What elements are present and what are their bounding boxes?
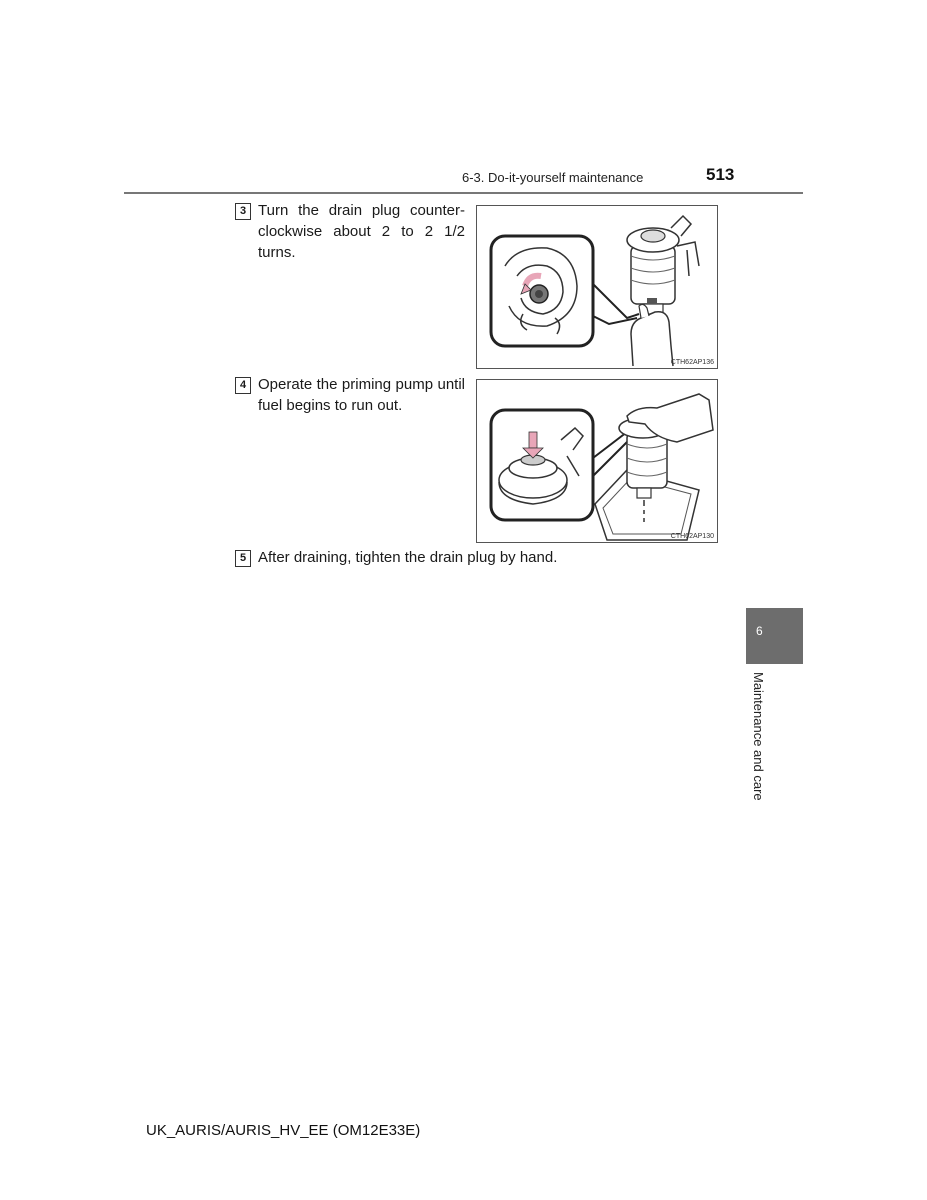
figure-code: CTH62AP130 [670,533,714,540]
step-number-badge: 5 [235,550,251,567]
priming-pump-drawing [477,380,717,542]
priming-pump-illustration [476,379,718,543]
step-4 [235,374,465,416]
drain-plug-drawing [477,206,717,368]
step-text: Turn the drain plug counter-clockwise about 2 to 2 1/2 turns. [258,202,465,261]
step-3 [235,200,465,263]
step-number-badge: 4 [235,377,251,394]
page-number: 513 [706,165,735,184]
drain-plug-illustration [476,205,718,369]
step-text: After draining, tighten the drain plug by hand. [258,549,558,566]
footer-doc-id: UK_AURIS/AURIS_HV_EE (OM12E33E) [146,1122,421,1139]
header-divider [124,192,803,194]
chapter-title: Maintenance and care [751,672,766,801]
chapter-tab [746,608,803,664]
section-title: 6-3. Do-it-yourself maintenance [462,170,644,185]
step-5 [235,547,635,568]
step-text: Operate the priming pump until fuel begins to run out. [258,376,465,414]
chapter-number: 6 [756,624,763,638]
step-number-badge: 3 [235,203,251,220]
figure-code: CTH62AP136 [670,359,714,366]
